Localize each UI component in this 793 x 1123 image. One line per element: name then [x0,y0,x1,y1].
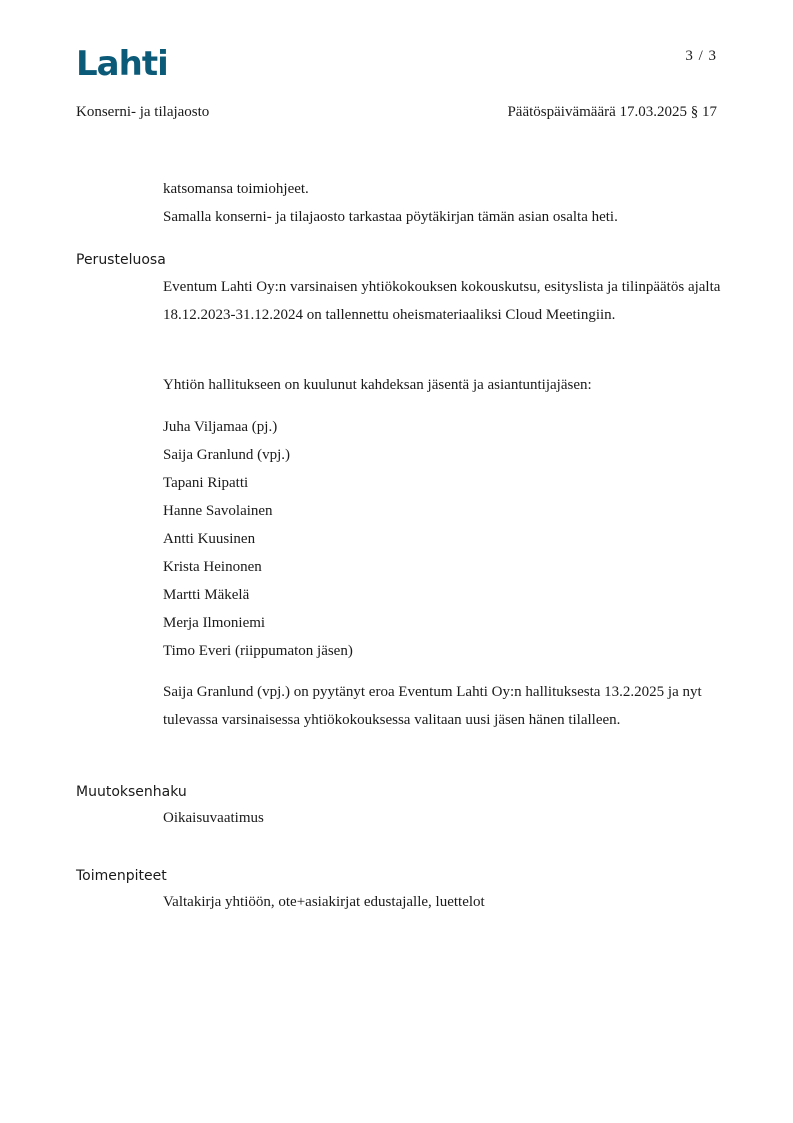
section-heading-toimenpiteet: Toimenpiteet [76,868,167,884]
board-member: Saija Granlund (vpj.) [163,447,291,463]
perusteluosa-paragraph-3: Saija Granlund (vpj.) on pyytänyt eroa Eventum Lahti Oy:n hallituksesta 13.2.2025 ja nyt tulevassa varsinaisessa yhtiökokouksessa valitaan uusi jäsen hänen tilalleen. [163,684,702,728]
section-heading-perusteluosa: Perusteluosa [76,252,166,268]
toimenpiteet-text: Valtakirja yhtiöön, ote+asiakirjat edustajalle, luettelot [163,894,485,910]
board-member: Merja Ilmoniemi [163,615,266,631]
perusteluosa-paragraph-1: Eventum Lahti Oy:n varsinaisen yhtiökokouksen kokouskutsu, esityslista ja tilinpäätös ajalta 18.12.2023-31.12.2024 on tallennettu oheismateriaaliksi Cloud Meetingiin. [163,279,721,323]
board-member-list [163,413,353,665]
board-member: Krista Heinonen [163,559,262,575]
intro-line-2: Samalla konserni- ja tilajaosto tarkastaa pöytäkirjan tämän asian osalta heti. [163,209,618,225]
board-member: Martti Mäkelä [163,587,250,603]
intro-line-1: katsomansa toimiohjeet. [163,181,309,197]
muutoksenhaku-text: Oikaisuvaatimus [163,810,264,826]
perusteluosa-paragraph-2: Yhtiön hallitukseen on kuulunut kahdeksan jäsentä ja asiantuntijajäsen: [163,377,592,393]
board-member: Timo Everi (riippumaton jäsen) [163,643,353,659]
board-member: Hanne Savolainen [163,503,273,519]
board-member: Juha Viljamaa (pj.) [163,419,278,435]
body-name: Konserni- ja tilajaosto [76,104,210,120]
section-heading-muutoksenhaku: Muutoksenhaku [76,784,187,800]
board-member: Tapani Ripatti [163,475,249,491]
decision-date: Päätöspäivämäärä 17.03.2025 § 17 [507,104,717,120]
lahti-logo: Lahti [76,44,168,84]
page-number: 3 / 3 [685,48,717,64]
board-member: Antti Kuusinen [163,531,256,547]
